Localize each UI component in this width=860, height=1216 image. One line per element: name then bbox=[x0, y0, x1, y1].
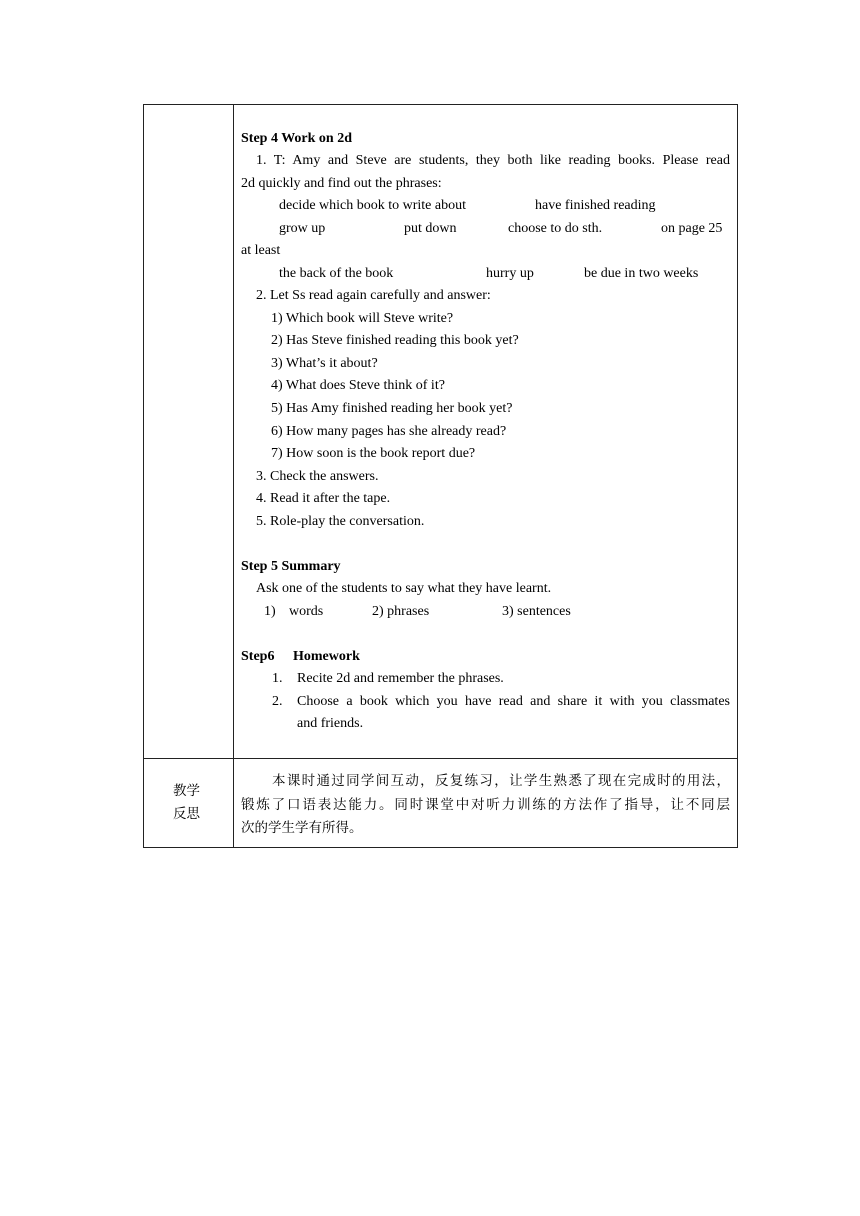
phrase-decide-which-book: decide which book to write about bbox=[279, 198, 467, 213]
lesson-table bbox=[143, 104, 738, 848]
phrase-hurry-up: hurry up bbox=[486, 266, 534, 281]
step5-item3: 3) sentences bbox=[502, 604, 571, 619]
step4-title: Step 4 Work on 2d bbox=[241, 131, 352, 146]
phrase-back-of-book: the back of the book bbox=[279, 266, 394, 281]
phrase-grow-up: grow up bbox=[279, 221, 326, 236]
step4-item3: 3. Check the answers. bbox=[256, 469, 379, 484]
question-5: 5) Has Amy finished reading her book yet? bbox=[271, 401, 513, 416]
step4-item2: 2. Let Ss read again carefully and answer: bbox=[256, 288, 491, 303]
step6-item1-text: Recite 2d and remember the phrases. bbox=[297, 671, 504, 686]
question-2: 2) Has Steve finished reading this book yet? bbox=[271, 333, 519, 348]
question-6: 6) How many pages has she already read? bbox=[271, 424, 507, 439]
step5-title: Step 5 Summary bbox=[241, 559, 341, 574]
phrase-choose-to-do: choose to do sth. bbox=[508, 221, 603, 236]
step5-line: Ask one of the students to say what they have learnt. bbox=[256, 581, 552, 596]
reflection-text-line1: 本课时通过同学间互动，反复练习，让学生熟悉了现在完成时的用法， bbox=[272, 773, 730, 789]
phrase-on-page-25: on page 25 bbox=[661, 221, 723, 236]
question-7: 7) How soon is the book report due? bbox=[271, 446, 476, 461]
step5-item1-number: 1) bbox=[264, 604, 276, 619]
phrase-put-down: put down bbox=[404, 221, 457, 236]
step4-item5: 5. Role-play the conversation. bbox=[256, 514, 425, 529]
step4-item1-line2: 2d quickly and find out the phrases: bbox=[241, 176, 442, 191]
table-border-left bbox=[143, 104, 144, 848]
reflection-label-line1: 教学 bbox=[173, 783, 200, 799]
table-border-right bbox=[737, 104, 738, 848]
step5-item1-text: words bbox=[289, 604, 324, 619]
step6-item1-number: 1. bbox=[272, 671, 283, 686]
phrase-have-finished-reading: have finished reading bbox=[535, 198, 656, 213]
reflection-label-line2: 反思 bbox=[173, 806, 200, 822]
step5-item2: 2) phrases bbox=[372, 604, 430, 619]
step4-item4: 4. Read it after the tape. bbox=[256, 491, 391, 506]
table-border-bottom bbox=[143, 847, 738, 848]
step6-item2-text-line2: and friends. bbox=[297, 716, 364, 731]
step6-title-homework: Homework bbox=[293, 649, 360, 664]
question-4: 4) What does Steve think of it? bbox=[271, 378, 445, 393]
question-3: 3) What’s it about? bbox=[271, 356, 378, 371]
table-border-top bbox=[143, 104, 738, 105]
table-column-divider bbox=[233, 104, 234, 848]
reflection-text-line2: 锻炼了口语表达能力。同时课堂中对听力训练的方法作了指导，让不同层 bbox=[241, 797, 730, 813]
step6-title: Step6 bbox=[241, 649, 275, 664]
step4-item1-line1: 1. T: Amy and Steve are students, they both like reading books. Please read bbox=[256, 153, 730, 168]
step6-item2-number: 2. bbox=[272, 694, 283, 709]
question-1: 1) Which book will Steve write? bbox=[271, 311, 454, 326]
table-row-divider bbox=[143, 758, 738, 759]
phrase-be-due: be due in two weeks bbox=[584, 266, 699, 281]
phrase-at-least: at least bbox=[241, 243, 281, 258]
step6-item2-text-line1: Choose a book which you have read and share it with you classmates bbox=[297, 694, 730, 709]
reflection-text-line3: 次的学生学有所得。 bbox=[241, 820, 363, 836]
